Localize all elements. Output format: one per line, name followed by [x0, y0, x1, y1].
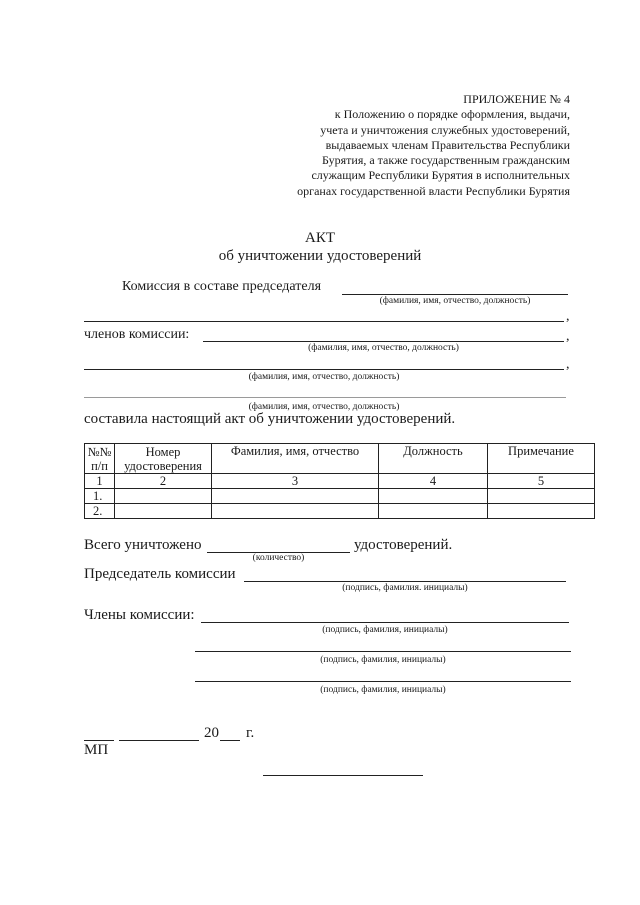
date-day-line[interactable]: [84, 740, 114, 741]
member-signature-line[interactable]: [195, 681, 571, 682]
member-fill-line[interactable]: [84, 369, 564, 370]
members-label: членов комиссии:: [84, 327, 190, 342]
total-label: Всего уничтожено: [84, 537, 202, 553]
row-number: 1.: [85, 489, 115, 504]
annex-block: [240, 92, 570, 199]
fio-caption: (фамилия, имя, отчество, должность): [379, 296, 531, 306]
table-number-row: [85, 474, 595, 489]
document-subtitle: об уничтожении удостоверений: [218, 248, 422, 264]
table-header-row: [85, 444, 595, 474]
total-suffix: удостоверений.: [354, 537, 453, 553]
certificates-table: [84, 443, 595, 519]
table-row: [85, 504, 595, 519]
date-month-line[interactable]: [119, 740, 199, 741]
chairman-label: Председатель комиссии: [84, 566, 236, 582]
signature-caption: (подпись, фамилия. инициалы): [342, 583, 468, 593]
table-cell[interactable]: [379, 504, 488, 519]
annex-line: служащим Республики Бурятия в исполнительных: [311, 168, 570, 183]
signature-caption: (подпись, фамилия, инициалы): [320, 685, 446, 695]
annex-line: учета и уничтожения служебных удостоверений,: [320, 122, 570, 137]
annex-heading: ПРИЛОЖЕНИЕ № 4: [463, 92, 570, 106]
quantity-caption: (количество): [252, 553, 305, 563]
table-cell[interactable]: [115, 489, 212, 504]
fio-caption: (фамилия, имя, отчество, должность): [308, 343, 459, 353]
annex-line: Бурятия, а также государственным гражданским: [322, 153, 570, 168]
row-number: 2.: [85, 504, 115, 519]
comma: ,: [566, 309, 570, 324]
annex-line: органах государственной власти Республики Бурятия: [297, 183, 570, 198]
column-number: 4: [379, 474, 488, 489]
member-fill-line[interactable]: [203, 341, 564, 342]
column-header: Примечание: [488, 444, 595, 474]
column-number: 5: [488, 474, 595, 489]
year-suffix: г.: [246, 725, 255, 741]
member-signature-line[interactable]: [201, 622, 569, 623]
table-cell[interactable]: [379, 489, 488, 504]
table-cell[interactable]: [488, 504, 595, 519]
fio-caption: (фамилия, имя, отчество, должность): [248, 372, 400, 382]
column-header: Фамилия, имя, отчество: [212, 444, 379, 474]
column-header: Номер удостоверения: [115, 444, 212, 474]
column-number: 2: [115, 474, 212, 489]
table-cell[interactable]: [488, 489, 595, 504]
statement: составила настоящий акт об уничтожении удостоверений.: [84, 411, 456, 427]
table-cell[interactable]: [212, 504, 379, 519]
members-signature-label: Члены комиссии:: [84, 607, 195, 623]
column-number: 1: [85, 474, 115, 489]
chair-label: Комиссия в составе председателя: [122, 279, 322, 294]
signature-caption: (подпись, фамилия, инициалы): [320, 655, 446, 665]
table-cell[interactable]: [115, 504, 212, 519]
chair-fill-line[interactable]: [342, 294, 568, 295]
column-header: Должность: [379, 444, 488, 474]
chairman-signature-line[interactable]: [244, 581, 566, 582]
document-title: АКТ: [305, 230, 335, 246]
year-prefix: 20: [204, 725, 219, 741]
table-cell[interactable]: [212, 489, 379, 504]
annex-line: выдаваемых членам Правительства Республики: [325, 137, 570, 152]
table-row: [85, 489, 595, 504]
comma: ,: [566, 329, 570, 344]
member-signature-line[interactable]: [195, 651, 571, 652]
comma: ,: [566, 357, 570, 372]
bottom-signature-line[interactable]: [263, 775, 423, 776]
annex-line: к Положению о порядке оформления, выдачи,: [334, 107, 570, 122]
member-fill-line[interactable]: [84, 397, 566, 398]
signature-caption: (подпись, фамилия, инициалы): [322, 625, 448, 635]
date-year-line[interactable]: [220, 740, 240, 741]
fio-caption: (фамилия, имя, отчество, должность): [248, 402, 400, 412]
seal-mark: МП: [84, 742, 109, 758]
column-number: 3: [212, 474, 379, 489]
chair-continuation-line[interactable]: [84, 321, 564, 322]
column-header: №№ п/п: [85, 444, 115, 474]
